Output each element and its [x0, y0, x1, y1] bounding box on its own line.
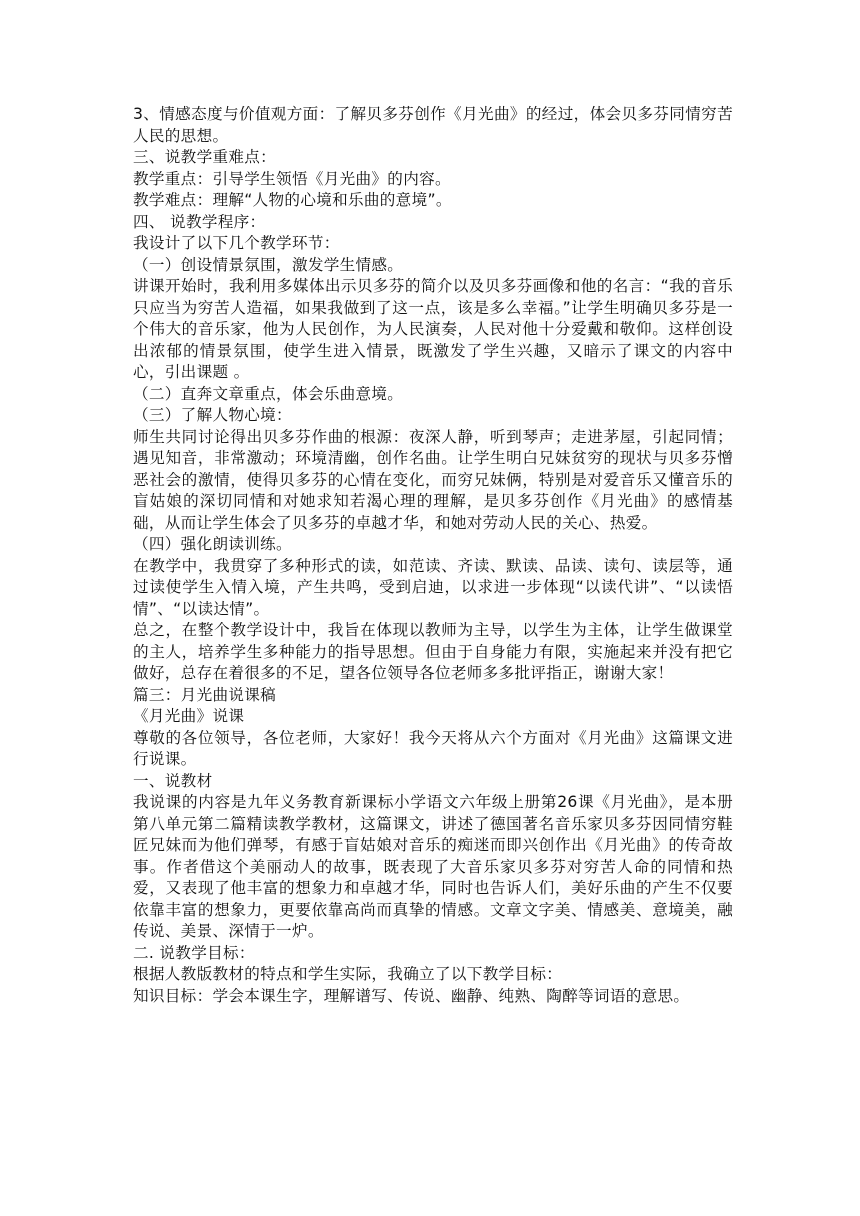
article-subtitle: 《月光曲》说课: [133, 707, 245, 725]
section-heading: 四、 说教学程序：: [133, 212, 266, 231]
paragraph: 讲课开始时，我利用多媒体出示贝多芬的简介以及贝多芬画像和他的名言：“我的音乐只应当为穷苦人造福，如果我做到了这一点，该是多么幸福。”让学生明确贝多芬是一个伟大的音乐家，他为人民创作，为人民演奏，人民对他十分爱戴和敬仰。这样创设出浓郁的情景氛围，使学生进入情景，既激发了学生兴趣，又暗示了课文的内容中心，引出课题 。: [133, 277, 733, 381]
section-heading: 三、说教学重难点：: [133, 148, 277, 166]
subsection-heading: （二）直奔文章重点，体会乐曲意境。: [133, 384, 404, 403]
subsection-heading: （一）创设情景氛围，激发学生情感。: [133, 255, 404, 274]
section-heading: 二. 说教学目标：: [133, 943, 255, 962]
paragraph: 师生共同讨论得出贝多芬作曲的根源：夜深人静，听到琴声；走进茅屋，引起同情；遇见知音，非常激动；环境清幽，创作名曲。让学生明白兄妹贫穷的现状与贝多芬憎恶社会的激情，使得贝多芬的心情在变化，而穷兄妹俩，特别是对爱音乐又懂音乐的盲姑娘的深切同情和对她求知若渴心理的理解，是贝多芬创作《月光曲》的感情基础，从而让学生体会了贝多芬的卓越才华，和她对劳动人民的关心、热爱。: [133, 427, 733, 532]
paragraph: 尊敬的各位领导，各位老师，大家好！我今天将从六个方面对《月光曲》这篇课文进行说课。: [133, 728, 733, 768]
section-heading: 一、说教材: [133, 771, 213, 790]
subsection-heading: （三）了解人物心境：: [133, 406, 292, 424]
paragraph: 我设计了以下几个教学环节：: [133, 234, 340, 252]
paragraph: 教学重点：引导学生领悟《月光曲》的内容。: [133, 169, 451, 188]
paragraph: 知识目标：学会本课生字，理解谱写、传说、幽静、纯熟、陶醉等词语的意思。: [133, 986, 690, 1005]
paragraph: 我说课的内容是九年义务教育新课标小学语文六年级上册第26课《月光曲》，是本册第八单元第二篇精读教学教材，这篇课文，讲述了德国著名音乐家贝多芬因同情穷鞋匠兄妹而为他们弹琴，有感于盲姑娘对音乐的痴迷而即兴创作出《月光曲》的传奇故事。作者借这个美丽动人的故事，既表现了大音乐家贝多芬对穷苦人命的同情和热爱，又表现了他丰富的想象力和卓越才华，同时也告诉人们，美好乐曲的产生不仅要依靠丰富的想象力，更要依靠高尚而真挚的情感。文章文字美、情感美、意境美，融传说、美景、深情于一炉。: [133, 793, 733, 940]
subsection-heading: （四）强化朗读训练。: [133, 535, 292, 553]
document-body: [133, 104, 733, 1007]
paragraph: 在教学中，我贯穿了多种形式的读，如范读、齐读、默读、品读、读句、读层等，通过读使学生入情入境，产生共鸣，受到启迪，以求进一步体现“以读代讲”、“以读悟情”、“以读达情”。: [133, 556, 733, 618]
article-title: 篇三：月光曲说课稿: [133, 685, 277, 704]
paragraph: 根据人教版教材的特点和学生实际，我确立了以下教学目标：: [133, 965, 563, 983]
paragraph: 教学难点：理解“人物的心境和乐曲的意境”。: [133, 191, 452, 209]
paragraph: 3、情感态度与价值观方面：了解贝多芬创作《月光曲》的经过，体会贝多芬同情穷苦人民的思想。: [133, 105, 733, 145]
paragraph: 总之，在整个教学设计中，我旨在体现以教师为主导，以学生为主体，让学生做课堂的主人，培养学生多种能力的指导思想。但由于自身能力有限，实施起来并没有把它做好，总存在着很多的不足，望各位领导各位老师多多批评指正，谢谢大家！: [133, 621, 733, 682]
